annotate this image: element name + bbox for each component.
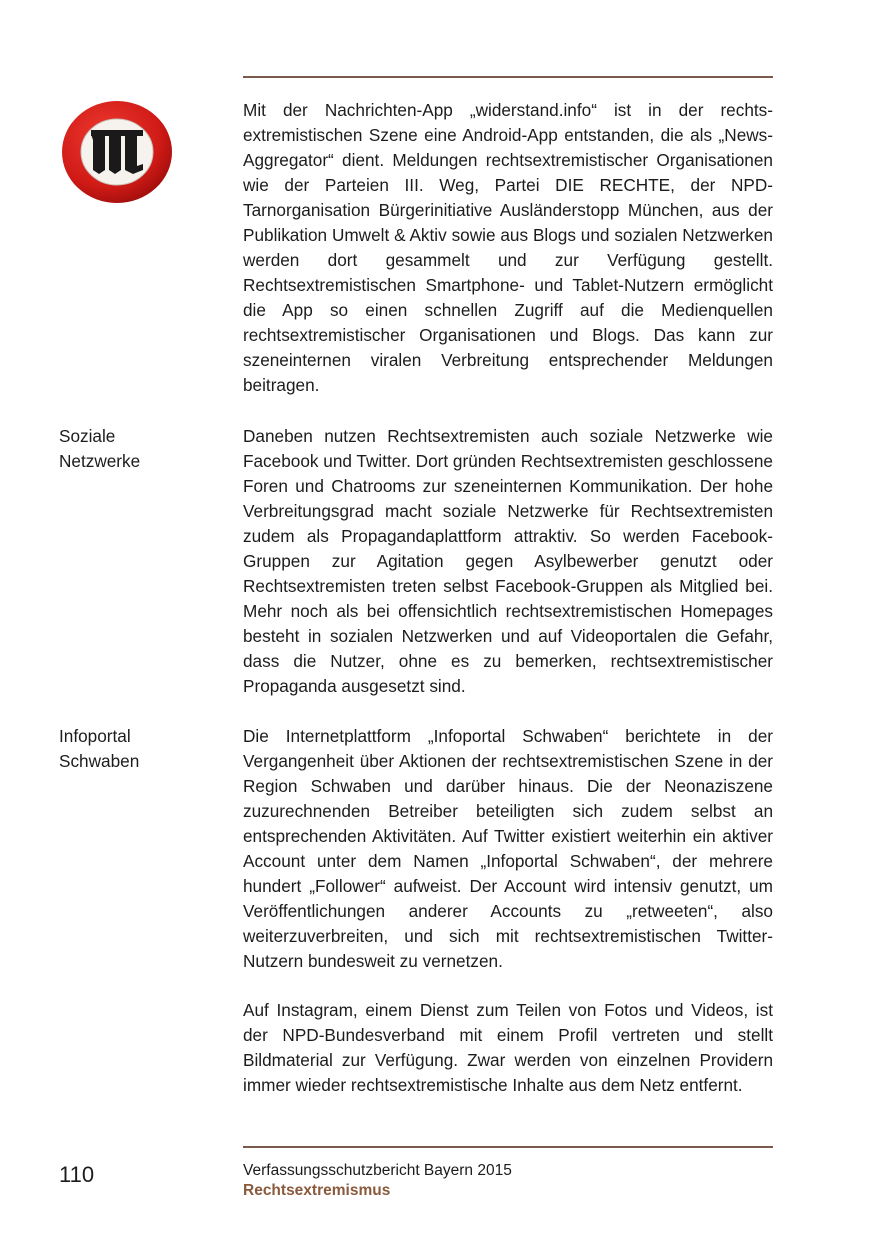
paragraph-infoportal-schwaben: Die Internetplattform „Infoportal Schwaben“ berichtete in der Vergangenheit über Aktionen der rechtsextremistischen Szene in der Region Schwaben und darüber hinaus. Die der Neonaziszene zuzurechnenden Betreiber beteiligten sich zudem selbst an entsprechenden Aktivitäten. Auf Twitter existiert weiterhin ein aktiver Account unter dem Namen „Infoportal Schwaben“, der mehrere hundert „Follower“ aufweist. Der Account wird intensiv genutzt, um Veröffentlichungen anderer Accounts zu „retweeten“, also weiterzuverbreiten, und sich mit rechtsextremistischen Twitter-Nutzern bundesweit zu vernetzen.	[243, 726, 773, 971]
paragraph-widerstand-app: Mit der Nachrichten-App „widerstand.info“ ist in der rechtsextremistischen Szene eine Android-App entstanden, die als „News-Aggregator“ dient. Meldungen rechtsextremistischer Organisationen wie der Parteien III. Weg, Partei DIE RECHTE, der NPD-Tarnorganisation Bürgerinitiative Ausländerstopp München, aus der Publikation Umwelt & Aktiv sowie aus Blogs und sozialen Netzwerken werden dort gesammelt und zur Verfügung gestellt. Rechtsextremistischen Smartphone- und Tablet-Nutzern ermöglicht die App so einen schnellen Zugriff auf die Medienquellen rechtsextremistischer Organisationen und Blogs. Das kann zur szeneinternen viralen Verbreitung entsprechender Meldungen beitragen.	[243, 100, 773, 395]
paragraph-instagram: Auf Instagram, einem Dienst zum Teilen von Fotos und Videos, ist der NPD-Bundesverband mit einem Profil vertreten und stellt Bildmaterial zur Verfügung. Zwar werden von einzelnen Providern immer wieder rechtsextremistische Inhalte aus dem Netz entfernt.	[243, 1000, 773, 1095]
paragraph-soziale-netzwerke: Daneben nutzen Rechtsextremisten auch soziale Netzwerke wie Facebook und Twitter. Dort gründen Rechtsextremisten geschlossene Foren und Chatrooms zur szeneinternen Kommunikation. Der hohe Verbreitungsgrad macht soziale Netzwerke für Rechtsextremisten zudem als Propagandaplattform attraktiv. So werden Facebook-Gruppen zur Agitation gegen Asylbewerber genutzt oder Rechtsextremisten treten selbst Facebook-Gruppen als Mitglied bei. Mehr noch als bei offensichtlich rechtsextremistischen Homepages besteht in sozialen Netzwerken und auf Videoportalen die Gefahr, dass die Nutzer, ohne es zu bemerken, rechtsextremistischer Propaganda ausgesetzt sind.	[243, 426, 773, 696]
footer-publication: Verfassungsschutzbericht Bayern 2015	[243, 1162, 512, 1179]
top-divider	[243, 76, 773, 78]
sidenote-line: Soziale	[59, 426, 116, 446]
page-number: 110	[59, 1162, 95, 1187]
footer	[243, 1161, 773, 1201]
bottom-divider	[243, 1146, 773, 1148]
sidenote-line: Netzwerke	[59, 451, 141, 471]
sidenote-infoportal-schwaben	[59, 724, 209, 774]
sidenote-soziale-netzwerke	[59, 424, 209, 474]
footer-section: Rechtsextremismus	[243, 1182, 391, 1199]
sidenote-line: Infoportal	[59, 726, 131, 746]
sidenote-line: Schwaben	[59, 751, 140, 771]
widerstand-logo-icon	[61, 100, 173, 204]
